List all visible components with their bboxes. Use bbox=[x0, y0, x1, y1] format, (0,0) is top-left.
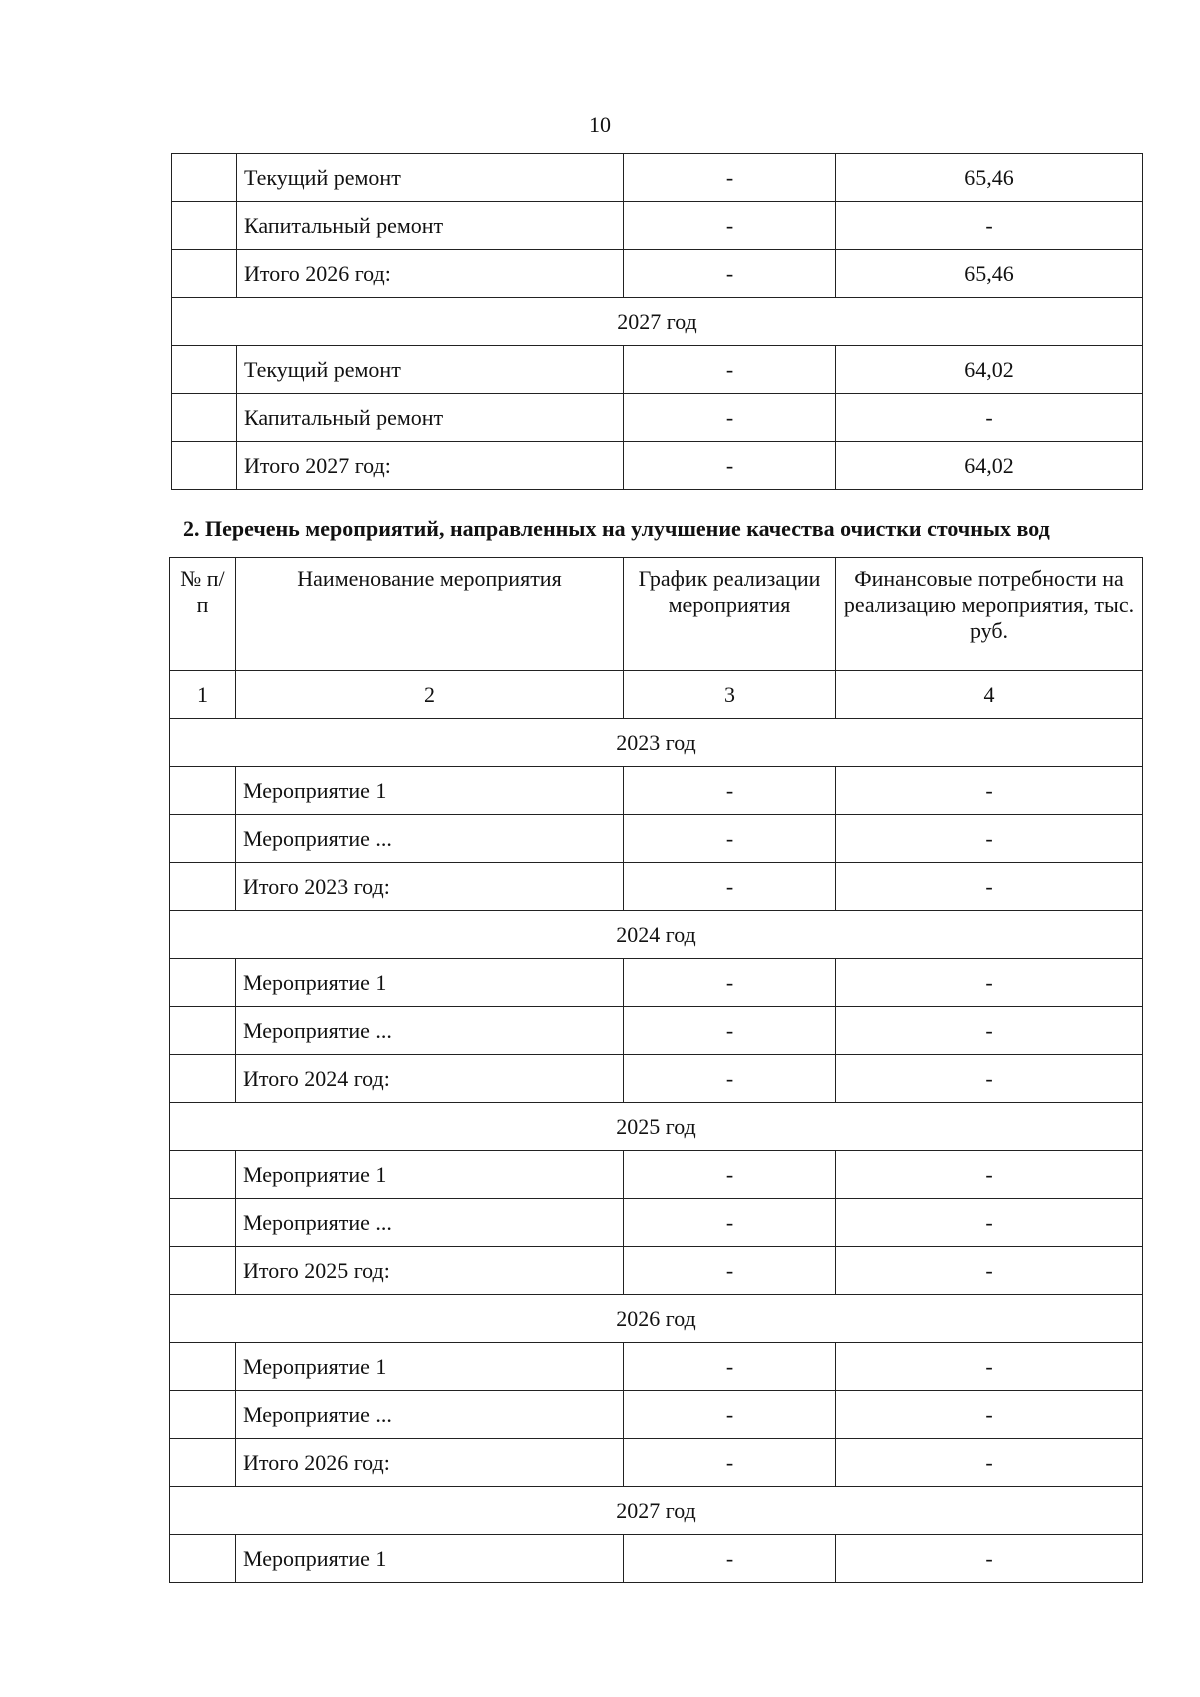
schedule-cell: - bbox=[624, 154, 836, 202]
table-header-row bbox=[170, 558, 1143, 671]
schedule-cell: - bbox=[624, 767, 836, 815]
header-finance: Финансовые потребности на реализацию мероприятия, тыс. руб. bbox=[836, 558, 1143, 671]
column-number: 2 bbox=[236, 671, 624, 719]
num-cell bbox=[170, 767, 236, 815]
measure-name: Капитальный ремонт bbox=[237, 394, 624, 442]
table-row bbox=[170, 1055, 1143, 1103]
schedule-cell: - bbox=[624, 1391, 836, 1439]
schedule-cell: - bbox=[624, 1199, 836, 1247]
table-row bbox=[170, 767, 1143, 815]
schedule-cell: - bbox=[624, 250, 836, 298]
measures-table bbox=[169, 557, 1143, 1583]
amount-cell: - bbox=[836, 1199, 1143, 1247]
schedule-cell: - bbox=[624, 1343, 836, 1391]
schedule-cell: - bbox=[624, 1535, 836, 1583]
measure-name: Мероприятие ... bbox=[236, 1199, 624, 1247]
num-cell bbox=[170, 1343, 236, 1391]
schedule-cell: - bbox=[624, 202, 836, 250]
amount-cell: - bbox=[836, 1391, 1143, 1439]
table-row bbox=[172, 202, 1143, 250]
table-row bbox=[170, 1439, 1143, 1487]
measure-name: Итого 2024 год: bbox=[236, 1055, 624, 1103]
amount-cell: - bbox=[836, 1055, 1143, 1103]
year-label: 2023 год bbox=[170, 719, 1143, 767]
column-number: 4 bbox=[836, 671, 1143, 719]
column-number: 3 bbox=[624, 671, 836, 719]
num-cell bbox=[170, 1151, 236, 1199]
measure-name: Мероприятие 1 bbox=[236, 959, 624, 1007]
section-heading: 2. Перечень мероприятий, направленных на улучшение качества очистки сточных вод bbox=[183, 516, 1050, 541]
year-row bbox=[170, 719, 1143, 767]
table-row bbox=[170, 1151, 1143, 1199]
year-row bbox=[170, 911, 1143, 959]
table-row bbox=[170, 815, 1143, 863]
amount-cell: 64,02 bbox=[836, 442, 1143, 490]
repair-costs-table bbox=[171, 153, 1143, 490]
column-numbers-row bbox=[170, 671, 1143, 719]
measure-name: Мероприятие 1 bbox=[236, 767, 624, 815]
num-cell bbox=[172, 394, 237, 442]
table-row bbox=[170, 1391, 1143, 1439]
measure-name: Мероприятие ... bbox=[236, 1391, 624, 1439]
table-row bbox=[172, 250, 1143, 298]
schedule-cell: - bbox=[624, 1439, 836, 1487]
year-row bbox=[170, 1103, 1143, 1151]
amount-cell: - bbox=[836, 1343, 1143, 1391]
schedule-cell: - bbox=[624, 1151, 836, 1199]
measure-name: Итого 2026 год: bbox=[237, 250, 624, 298]
table-row bbox=[172, 394, 1143, 442]
num-cell bbox=[170, 1199, 236, 1247]
num-cell bbox=[170, 863, 236, 911]
num-cell bbox=[170, 1247, 236, 1295]
header-num: № п/п bbox=[170, 558, 236, 671]
year-row bbox=[170, 1295, 1143, 1343]
num-cell bbox=[172, 442, 237, 490]
measures-body bbox=[170, 558, 1143, 1583]
measure-name: Текущий ремонт bbox=[237, 154, 624, 202]
measure-name: Мероприятие ... bbox=[236, 815, 624, 863]
measure-name: Мероприятие 1 bbox=[236, 1343, 624, 1391]
measure-name: Итого 2025 год: bbox=[236, 1247, 624, 1295]
year-label: 2025 год bbox=[170, 1103, 1143, 1151]
num-cell bbox=[172, 250, 237, 298]
amount-cell: - bbox=[836, 863, 1143, 911]
amount-cell: - bbox=[836, 202, 1143, 250]
num-cell bbox=[172, 154, 237, 202]
num-cell bbox=[170, 1535, 236, 1583]
schedule-cell: - bbox=[624, 442, 836, 490]
amount-cell: 65,46 bbox=[836, 250, 1143, 298]
measure-name: Итого 2023 год: bbox=[236, 863, 624, 911]
year-row bbox=[170, 1487, 1143, 1535]
num-cell bbox=[170, 1055, 236, 1103]
table-row bbox=[172, 154, 1143, 202]
amount-cell: - bbox=[836, 1247, 1143, 1295]
column-number: 1 bbox=[170, 671, 236, 719]
schedule-cell: - bbox=[624, 959, 836, 1007]
measure-name: Итого 2027 год: bbox=[237, 442, 624, 490]
num-cell bbox=[170, 815, 236, 863]
amount-cell: - bbox=[836, 1151, 1143, 1199]
year-label: 2027 год bbox=[170, 1487, 1143, 1535]
amount-cell: - bbox=[836, 815, 1143, 863]
table-row bbox=[170, 863, 1143, 911]
measure-name: Капитальный ремонт bbox=[237, 202, 624, 250]
table-row bbox=[170, 1199, 1143, 1247]
page-number: 10 bbox=[589, 112, 611, 137]
measure-name: Мероприятие 1 bbox=[236, 1535, 624, 1583]
measure-name: Мероприятие 1 bbox=[236, 1151, 624, 1199]
num-cell bbox=[170, 1391, 236, 1439]
num-cell bbox=[170, 1439, 236, 1487]
table-row bbox=[170, 1343, 1143, 1391]
year-label: 2024 год bbox=[170, 911, 1143, 959]
repair-costs-body bbox=[172, 154, 1143, 490]
amount-cell: - bbox=[836, 1439, 1143, 1487]
amount-cell: - bbox=[836, 767, 1143, 815]
num-cell bbox=[172, 202, 237, 250]
schedule-cell: - bbox=[624, 1247, 836, 1295]
table-row bbox=[172, 346, 1143, 394]
table-row bbox=[170, 1535, 1143, 1583]
schedule-cell: - bbox=[624, 346, 836, 394]
year-label: 2026 год bbox=[170, 1295, 1143, 1343]
table-row bbox=[172, 442, 1143, 490]
num-cell bbox=[170, 959, 236, 1007]
measure-name: Текущий ремонт bbox=[237, 346, 624, 394]
table-row bbox=[170, 959, 1143, 1007]
schedule-cell: - bbox=[624, 1007, 836, 1055]
table-row bbox=[170, 1247, 1143, 1295]
amount-cell: - bbox=[836, 959, 1143, 1007]
schedule-cell: - bbox=[624, 863, 836, 911]
measure-name: Мероприятие ... bbox=[236, 1007, 624, 1055]
header-name: Наименование мероприятия bbox=[236, 558, 624, 671]
schedule-cell: - bbox=[624, 815, 836, 863]
amount-cell: 64,02 bbox=[836, 346, 1143, 394]
amount-cell: - bbox=[836, 1007, 1143, 1055]
schedule-cell: - bbox=[624, 394, 836, 442]
header-schedule: График реализации мероприятия bbox=[624, 558, 836, 671]
year-label: 2027 год bbox=[172, 298, 1143, 346]
amount-cell: 65,46 bbox=[836, 154, 1143, 202]
year-row bbox=[172, 298, 1143, 346]
num-cell bbox=[170, 1007, 236, 1055]
amount-cell: - bbox=[836, 1535, 1143, 1583]
num-cell bbox=[172, 346, 237, 394]
table-row bbox=[170, 1007, 1143, 1055]
measure-name: Итого 2026 год: bbox=[236, 1439, 624, 1487]
schedule-cell: - bbox=[624, 1055, 836, 1103]
amount-cell: - bbox=[836, 394, 1143, 442]
